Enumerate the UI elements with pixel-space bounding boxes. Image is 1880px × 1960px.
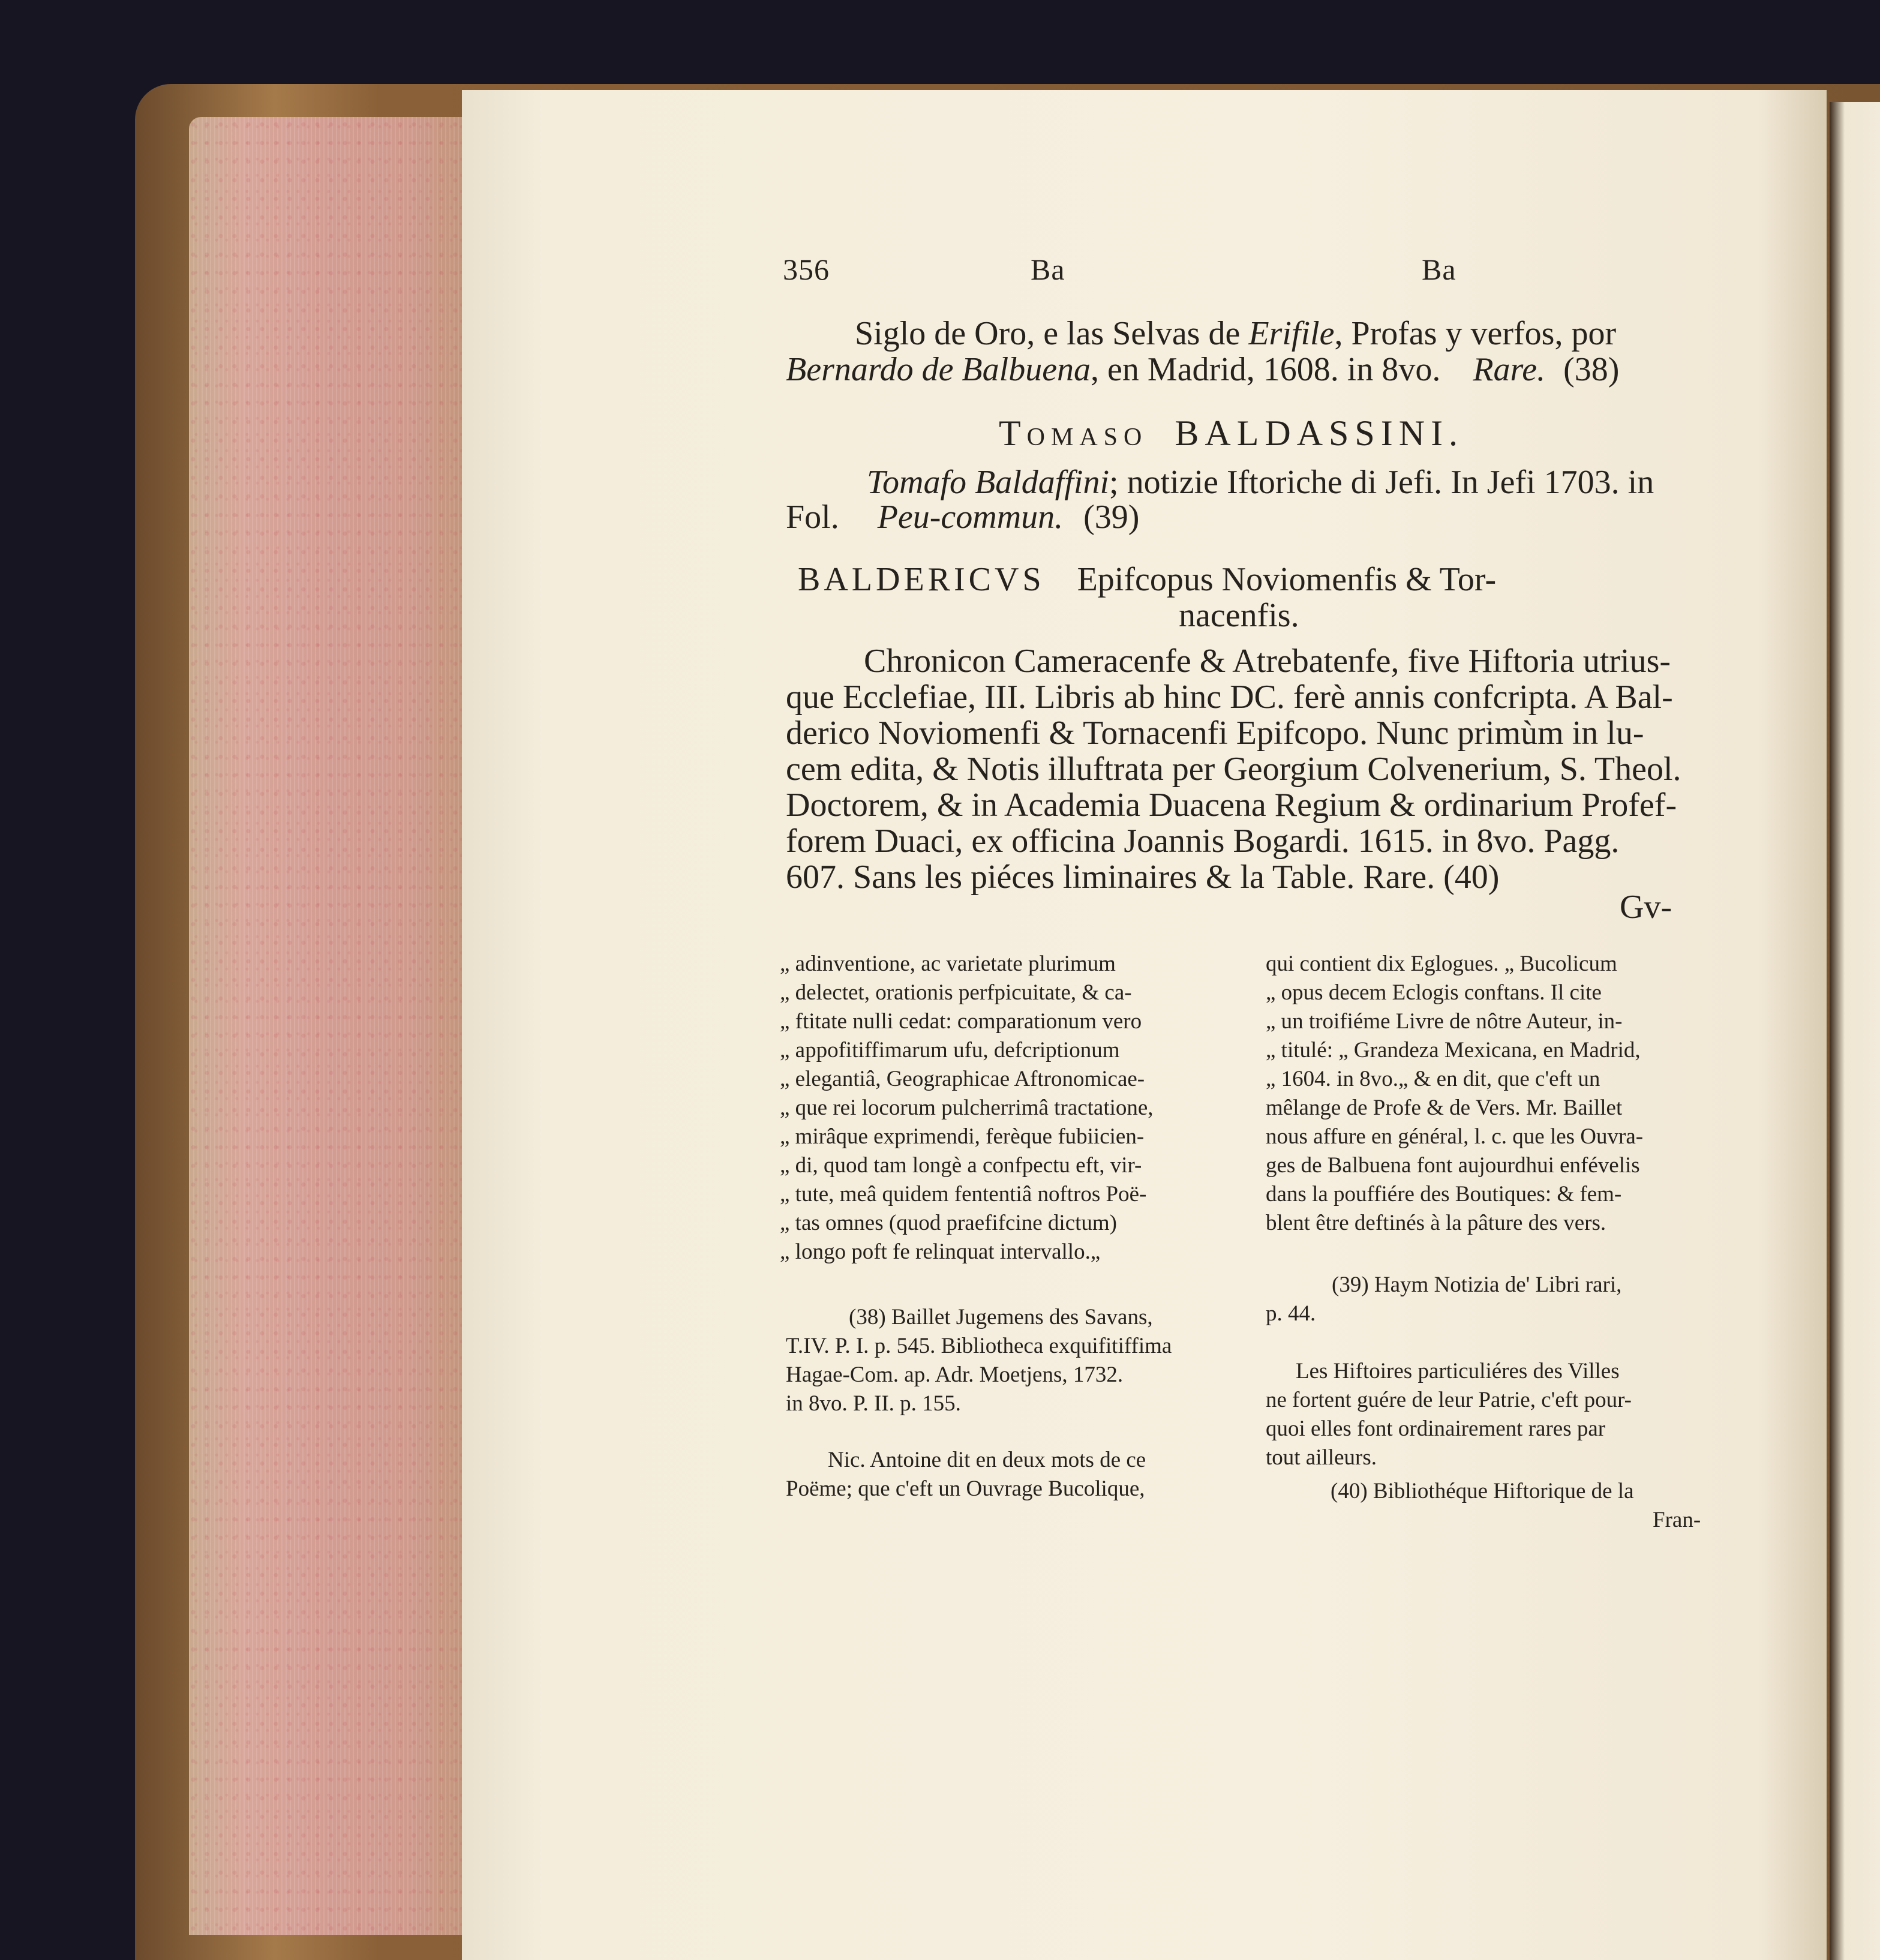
col-line: nous affure en général, l. c. que les Ouvra- <box>1266 1124 1644 1149</box>
antoine-paragraph <box>786 1446 1236 1503</box>
baldericus-line-4: cem edita, & Notis illuftrata per Georgium Colvenerium, S. Theol. <box>786 751 1681 788</box>
quote-line: „ di, quod tam longè a confpectu eft, vir- <box>780 1153 1142 1178</box>
baldassini-line-2: Fol. Peu-commun. (39) <box>786 499 1140 536</box>
col-line: dans la pouffiére des Boutiques: & fem- <box>1266 1182 1622 1206</box>
left-column-quote <box>780 950 1236 1266</box>
col-line: „ titulé: „ Grandeza Mexicana, en Madrid, <box>1266 1038 1641 1062</box>
baldericus-heading-cont: nacenfis. <box>1179 597 1299 634</box>
note-line: (38) Baillet Jugemens des Savans, <box>849 1305 1153 1329</box>
baldericus-line-1: Chronicon Cameracenfe & Atrebatenfe, five Hiftoria utrius- <box>864 643 1671 680</box>
note-line: T.IV. P. I. p. 545. Bibliotheca exquifitiffima <box>786 1334 1172 1358</box>
para-line: Nic. Antoine dit en deux mots de ce <box>828 1448 1146 1472</box>
facing-page-edge <box>1830 102 1880 1960</box>
catchword-fran: Fran- <box>1653 1508 1701 1532</box>
quote-line: „ ftitate nulli cedat: comparationum vero <box>780 1009 1142 1034</box>
note-line: Hagae-Com. ap. Adr. Moetjens, 1732. <box>786 1362 1124 1387</box>
footnote-39 <box>1266 1271 1710 1328</box>
balbuena-line-2: Bernardo de Balbuena, en Madrid, 1608. in 8vo. Rare. (38) <box>786 351 1620 388</box>
note-line: (39) Haym Notizia de' Libri rari, <box>1332 1272 1622 1297</box>
para-line: Les Hiftoires particuliéres des Villes <box>1296 1359 1620 1383</box>
quote-line: „ elegantiâ, Geographicae Aftronomicae- <box>780 1067 1145 1091</box>
baldassini-heading: Tomaso BALDASSINI. <box>999 413 1464 453</box>
catchword-gv: Gv- <box>1620 889 1672 926</box>
baldericus-line-5: Doctorem, & in Academia Duacena Regium & ordinarium Profef- <box>786 787 1677 824</box>
baldericus-line-2: que Ecclefiae, III. Libris ab hinc DC. ferè annis confcripta. A Bal- <box>786 679 1673 716</box>
col-line: qui contient dix Eglogues. „ Bucolicum <box>1266 952 1617 976</box>
col-line: ges de Balbuena font aujourdhui enfévelis <box>1266 1153 1640 1178</box>
quote-line: „ delectet, orationis perfpicuitate, & ca- <box>780 980 1132 1005</box>
col-line: blent être deftinés à la pâture des vers. <box>1266 1211 1606 1235</box>
col-line: mêlange de Profe & de Vers. Mr. Baillet <box>1266 1095 1623 1120</box>
right-column-text <box>1266 950 1710 1238</box>
col-line: „ 1604. in 8vo.„ & en dit, que c'eft un <box>1266 1067 1600 1091</box>
para-line: Poëme; que c'eft un Ouvrage Bucolique, <box>786 1476 1145 1501</box>
footnote-38 <box>786 1303 1236 1418</box>
quote-line: „ mirâque exprimendi, ferèque fubiicien- <box>780 1124 1145 1149</box>
quote-line: „ adinventione, ac varietate plurimum <box>780 952 1116 976</box>
quote-line: „ longo poft fe relinquat intervallo.„ <box>780 1239 1101 1264</box>
histoires-paragraph <box>1266 1357 1710 1472</box>
col-line: „ un troifiéme Livre de nôtre Auteur, in- <box>1266 1009 1623 1034</box>
col-line: „ opus decem Eclogis conftans. Il cite <box>1266 980 1602 1005</box>
para-line: quoi elles font ordinairement rares par <box>1266 1416 1606 1441</box>
page-number: 356 <box>783 253 830 286</box>
quote-line: „ appofitiffimarum ufu, defcriptionum <box>780 1038 1120 1062</box>
para-line: tout ailleurs. <box>1266 1445 1377 1470</box>
running-head-right: Ba <box>1422 253 1456 286</box>
baldericus-line-3: derico Noviomenfi & Tornacenfi Epifcopo. Nunc primùm in lu- <box>786 715 1644 752</box>
footnote-40: (40) Bibliothéque Hiftorique de la <box>1331 1479 1634 1503</box>
balbuena-line-1: Siglo de Oro, e las Selvas de Erifile, Profas y verfos, por <box>855 315 1617 352</box>
baldericus-heading: BALDERICVS Epifcopus Noviomenfis & Tor- <box>798 561 1497 598</box>
baldericus-line-6: forem Duaci, ex officina Joannis Bogardi. 1615. in 8vo. Pagg. <box>786 823 1620 860</box>
note-line: p. 44. <box>1266 1301 1316 1326</box>
baldericus-line-7: 607. Sans les piéces liminaires & la Table. Rare. (40) <box>786 859 1500 896</box>
quote-line: „ que rei locorum pulcherrimâ tractatione, <box>780 1095 1154 1120</box>
quote-line: „ tas omnes (quod praefifcine dictum) <box>780 1211 1117 1235</box>
para-line: ne fortent guére de leur Patrie, c'eft pour- <box>1266 1388 1632 1412</box>
baldassini-line-1: Tomafo Baldaffini; notizie Iftoriche di Jefi. In Jefi 1703. in <box>867 464 1654 501</box>
quote-line: „ tute, meâ quidem fententiâ noftros Poë- <box>780 1182 1147 1206</box>
note-line: in 8vo. P. II. p. 155. <box>786 1391 961 1416</box>
running-head-left: Ba <box>1031 253 1065 286</box>
page-fore-edge <box>189 117 465 1935</box>
